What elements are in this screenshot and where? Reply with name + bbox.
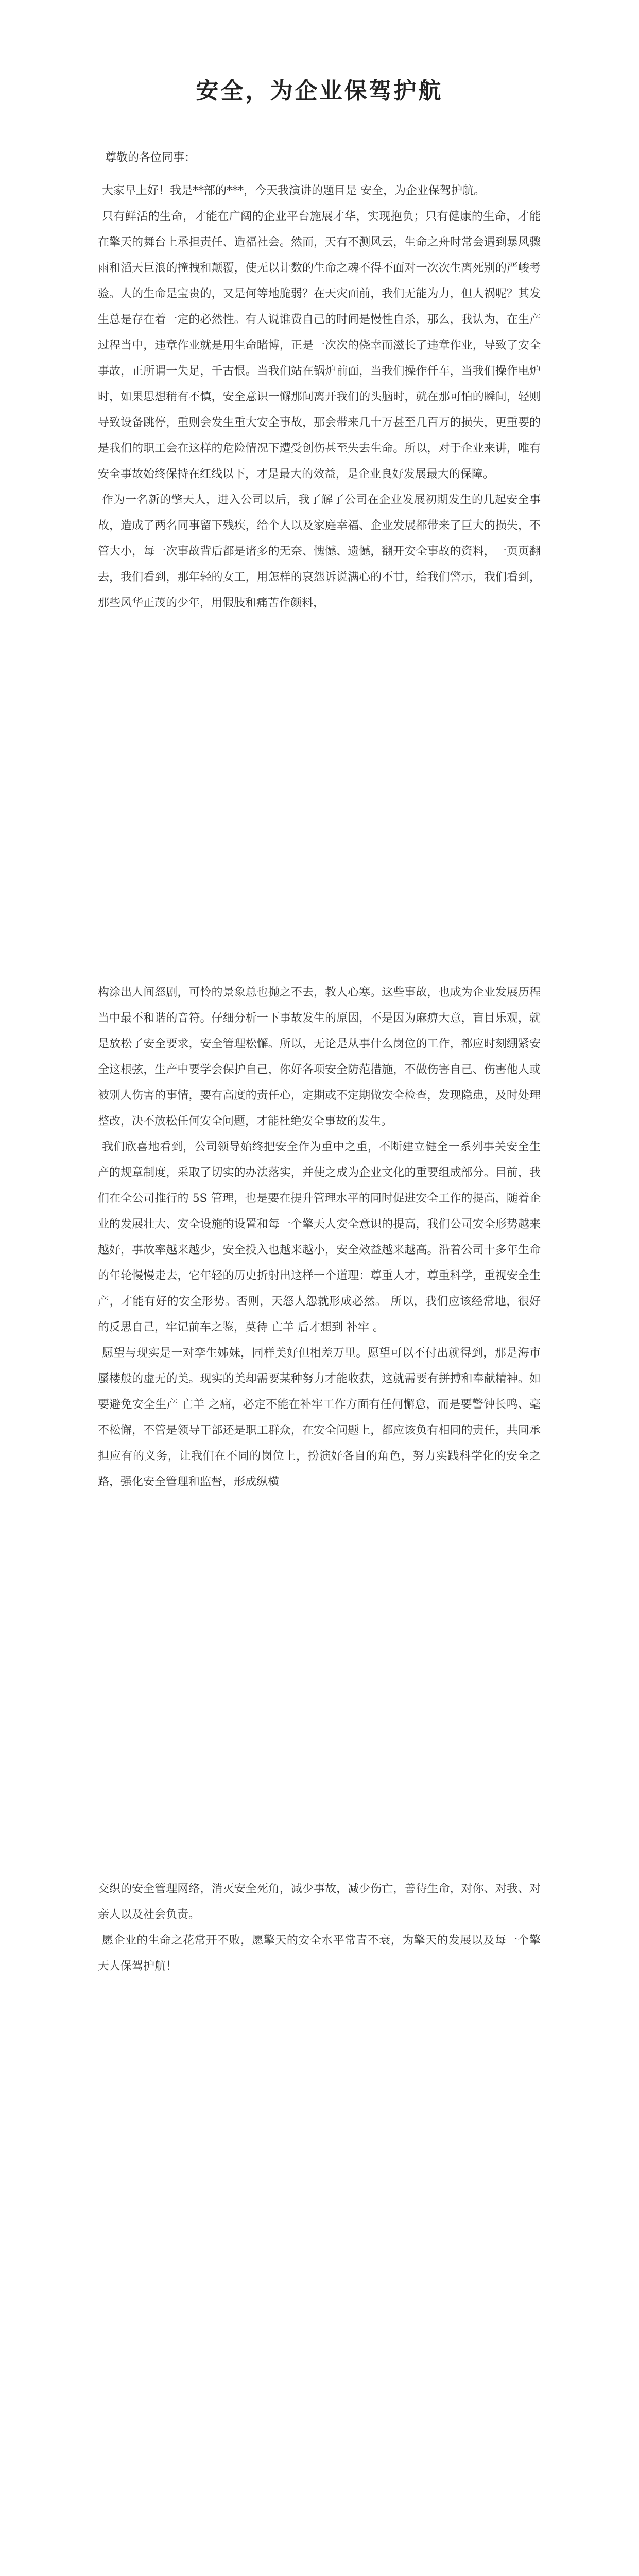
- document-title: 安全，为企业保驾护航: [196, 78, 443, 104]
- body-section-2: [98, 980, 541, 1495]
- paragraph-accident-analysis: 构涂出人间怒剧，可怜的景象总也抛之不去，教人心寒。这些事故，也成为企业发展历程当中最不和谐的音符。仔细分析一下事故发生的原因，不是因为麻痹大意，盲目乐观，就是放松了安全要求，安全管理松懈。所以，无论是从事什么岗位的工作，都应时刻绷紧安全这根弦，生产中要学会保护自己，你好各项安全防范措施，不做伤害自己、伤害他人或被别人伤害的事情，要有高度的责任心，定期或不定期做安全检查，发现隐患，及时处理整改，决不放松任何安全问题，才能杜绝安全事故的发生。: [98, 986, 541, 1128]
- body-section-3: [98, 1876, 541, 1979]
- paragraph-wish-and-reality: 愿望与现实是一对孪生姊妹，同样美好但相差万里。愿望可以不付出就得到，那是海市蜃楼般的虚无的美。现实的美却需要某种努力才能收获，这就需要有拼搏和奉献精神。如要避免安全生产 亡羊 之痛，必定不能在补牢工作方面有任何懈怠，而是要警钟长鸣、毫不松懈，不管是领导干部还是职工群众，在安全问题上，都应该负有相同的责任，共同承担应有的义务，让我们在不同的岗位上，扮演好各自的角色，努力实践科学化的安全之路，强化安全管理和监督，形成纵横: [98, 1347, 541, 1488]
- paragraph-opening: 大家早上好！我是**部的***，今天我演讲的题目是 安全，为企业保驾护航。: [102, 184, 485, 197]
- paragraph-closing: 愿企业的生命之花常开不败，愿擎天的安全水平常青不衰，为擎天的发展以及每一个擎天人保驾护航！: [98, 1934, 541, 1973]
- greeting-line: 尊敬的各位同事：: [105, 151, 196, 164]
- body-section-1: [98, 178, 541, 616]
- paragraph-company-management: 我们欣喜地看到，公司领导始终把安全作为重中之重，不断建立健全一系列事关安全生产的规章制度，采取了切实的办法落实，并使之成为企业文化的重要组成部分。目前，我们在全公司推行的 5S 管理，也是要在提升管理水平的同时促进安全工作的提高，随着企业的发展壮大、安全设施的设置和每一个擎天人安全意识的提高，我们公司安全形势越来越好，事故率越来越少，安全投入也越来越小，安全效益越来越高。沿着公司十多年生命的年轮慢慢走去，它年轻的历史折射出这样一个道理：尊重人才，尊重科学，重视安全生产，才能有好的安全形势。否则，天怒人怨就形成必然。 所以，我们应该经常地，很好的反思自己，牢记前车之鉴，莫待 亡羊 后才想到 补牢 。: [98, 1141, 541, 1334]
- greeting-text: [98, 145, 548, 171]
- paragraph-safety-network: 交织的安全管理网络，消灭安全死角，减少事故，减少伤亡，善待生命，对你、对我、对亲人以及社会负责。: [98, 1883, 541, 1921]
- paragraph-life-safety: 只有鲜活的生命，才能在广阔的企业平台施展才华，实现抱负；只有健康的生命，才能在擎天的舞台上承担责任、造福社会。然而，天有不测风云，生命之舟时常会遇到暴风骤雨和滔天巨浪的撞拽和颠覆，使无以计数的生命之魂不得不面对一次次生离死别的严峻考验。人的生命是宝贵的，又是何等地脆弱？在天灾面前，我们无能为力，但人祸呢？其发生总是存在着一定的必然性。有人说谁费自己的时间是慢性自杀，那么，我认为，在生产过程当中，违章作业就是用生命睹博，正是一次次的侥幸而滋长了违章作业，导致了安全事故，正所谓一失足，千古恨。当我们站在锅炉前面，当我们操作仟车，当我们操作电炉时，如果思想稍有不慎，安全意识一懈那间离开我们的头脑时，就在那可怕的瞬间，轻则导致设备跳停，重则会发生重大安全事故，那会带来几十万甚至几百万的损失，更重要的是我们的职工会在这样的危险情况下遭受创伤甚至失去生命。所以，对于企业来讲，唯有安全事故始终保持在红线以下，才是最大的效益，是企业良好发展最大的保障。: [98, 210, 541, 481]
- paragraph-new-employee: 作为一名新的擎天人，进入公司以后，我了解了公司在企业发展初期发生的几起安全事故，造成了两名同事留下残疾，给个人以及家庭幸福、企业发展都带来了巨大的损失，不管大小，每一次事故背后都是诸多的无奈、愧憾、遗憾，翻开安全事故的资料，一页页翻去，我们看到，那年轻的女工，用怎样的哀怨诉说满心的不甘，给我们警示，我们看到，那些风华正茂的少年，用假肢和痛苦作颜料，: [98, 494, 541, 609]
